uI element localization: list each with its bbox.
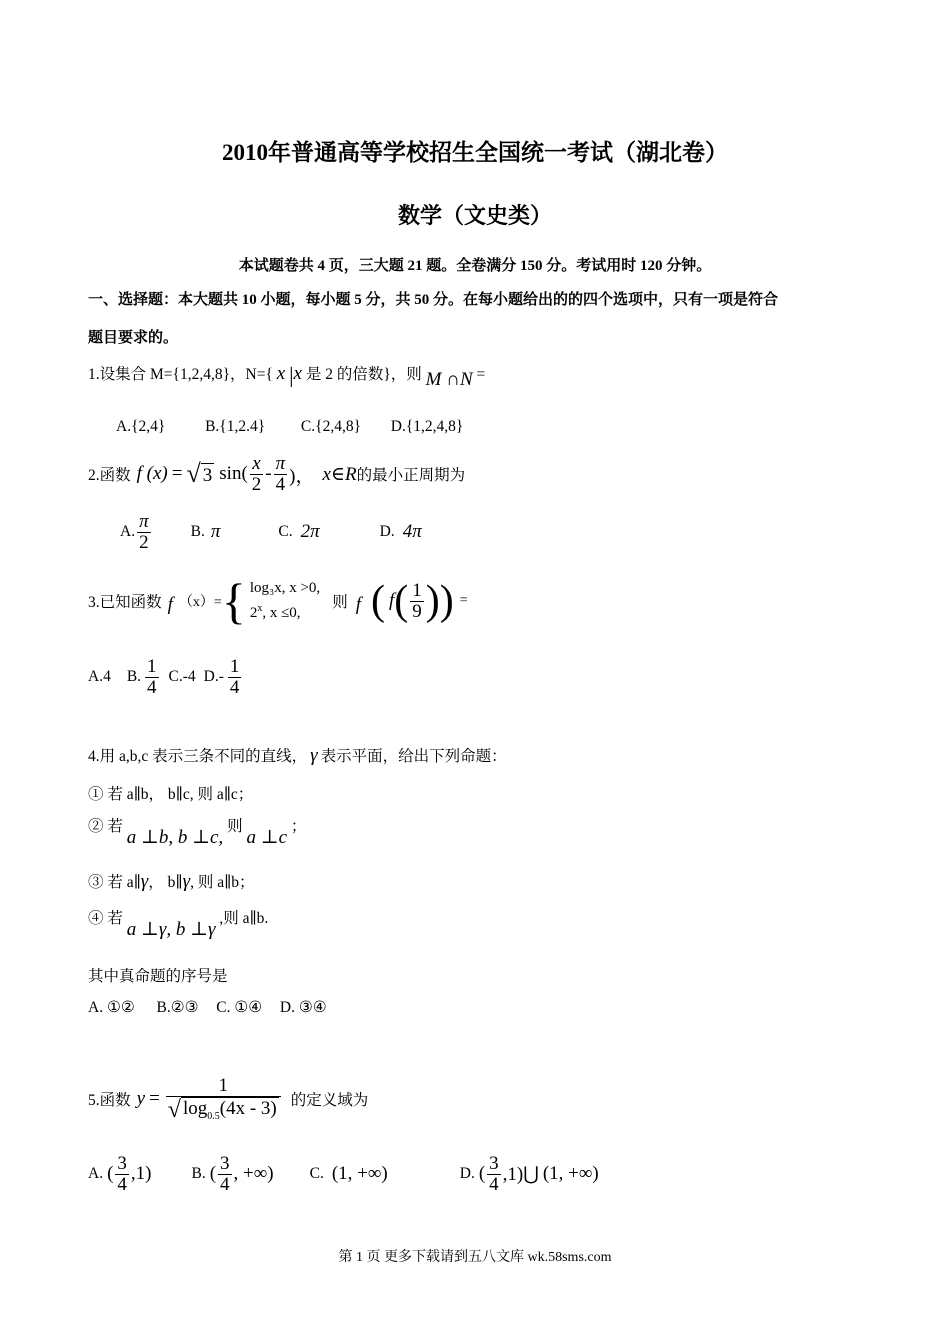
q1-bar: |: [289, 362, 294, 388]
q5-radicand: [181, 1097, 279, 1122]
q4-option-a: A. ①②: [88, 999, 135, 1016]
q2-option-d-label: D.: [379, 523, 395, 540]
q3-cases: [250, 576, 320, 626]
q2-option-b-label: B.: [190, 523, 205, 540]
q5-option-c-label: C.: [309, 1165, 324, 1182]
q5-option-b-label: B.: [191, 1165, 206, 1182]
q3-outer-rparen: ): [439, 578, 454, 624]
q3-option-d-den: 4: [229, 676, 240, 698]
q1-option-a: A.{2,4}: [116, 418, 166, 435]
q2-frac1-den: 2: [251, 473, 262, 495]
q3-case2: [250, 601, 320, 626]
q2-prefix: 2.函数: [88, 467, 131, 484]
q2-fx: f (x): [136, 463, 168, 484]
q4-p3-c: , 则 a∥b；: [190, 874, 255, 891]
q5-option-b-rest: , +∞): [233, 1163, 274, 1184]
q1-expr: M ∩N: [425, 369, 473, 390]
q2-minus: -: [265, 463, 272, 484]
q4-p2-concl: a ⊥c: [246, 827, 288, 848]
q1-option-b: B.{1,2.4}: [205, 418, 266, 435]
q3-prefix: 3.已知函数: [88, 594, 162, 611]
q5-frac-num: 1: [218, 1074, 229, 1096]
q5-options: [88, 1148, 599, 1200]
q1-x2: x: [293, 363, 302, 384]
q4-p2-prefix: ② 若: [88, 818, 123, 835]
q4-p4-then: ,则 a∥b.: [219, 910, 269, 927]
q2-option-a-num: π: [139, 510, 149, 532]
q3-option-b-frac: [145, 657, 159, 698]
q4-option-d: D. ③④: [279, 999, 327, 1016]
q4-p2-expr: a ⊥b, b ⊥c,: [126, 827, 224, 848]
q5-option-a-rest: ,1): [130, 1163, 152, 1184]
q1-mid: 是 2 的倍数}，则: [305, 366, 422, 383]
question-3: [88, 568, 468, 634]
q3-frac-1-9: [410, 581, 424, 622]
q2-option-b-value: π: [210, 521, 221, 542]
q2-frac-pi-4: [274, 454, 288, 495]
q3-frac-den: 9: [412, 600, 422, 622]
q5-fraction: [166, 1076, 281, 1122]
q5-option-b-num: 3: [220, 1152, 230, 1174]
q5-option-a-label: A.: [88, 1165, 104, 1182]
q3-case1: log₃x, x >0,: [249, 580, 321, 597]
q2-domain: x∈R: [322, 463, 357, 485]
q2-option-c-label: C.: [278, 523, 293, 540]
q4-options: [88, 998, 327, 1017]
section-heading-line1: 一、选择题：本大题共 10 小题，每小题 5 分，共 50 分。在每小题给出的的四个选项中，只有一项是符合: [88, 292, 779, 308]
exam-subtitle: 数学（文史类）: [397, 203, 552, 228]
q3-option-d-label: D.-: [203, 668, 224, 685]
q2-sqrt: √ 3: [186, 459, 213, 488]
q4-ask: 其中真命题的序号是: [88, 968, 228, 985]
q1-option-d: D.{1,2,4,8}: [390, 418, 464, 435]
q3-inner-rparen: ): [425, 578, 440, 624]
question-1: [88, 362, 485, 388]
q3-f-inner: f: [388, 590, 395, 611]
q4-p3-gamma1: γ: [140, 871, 149, 892]
q5-option-c-value: (1, +∞): [331, 1163, 388, 1184]
q3-case2-exp: x: [257, 603, 263, 614]
q2-options: [120, 508, 422, 556]
q3-option-b-num: 1: [147, 655, 157, 677]
q4-p3-a: ③ 若 a∥: [88, 874, 141, 891]
q5-option-d-label: D.: [459, 1165, 475, 1182]
q2-frac1-num: x: [252, 452, 261, 474]
section-heading-line2: 题目要求的。: [88, 330, 179, 346]
q5-option-a-frac: [115, 1154, 129, 1195]
q1-prefix: 1.设集合 M={1,2,4,8}，N={: [88, 366, 273, 383]
q5-suffix: 的定义域为: [290, 1092, 369, 1109]
q3-option-d-num: 1: [229, 655, 240, 677]
q4-option-c: C. ①④: [216, 999, 263, 1016]
q5-option-d-den: 4: [489, 1173, 499, 1195]
exam-title: 2010年普通高等学校招生全国统一考试（湖北卷）: [222, 140, 728, 165]
q5-log-arg: (4x - 3): [219, 1097, 277, 1119]
q3-option-c: C.-4: [168, 668, 196, 685]
q2-option-c-value: 2π: [300, 521, 320, 542]
q1-options: [116, 418, 463, 436]
q2-option-a-frac: [137, 512, 151, 553]
q2-option-a-den: 2: [139, 531, 149, 553]
q5-option-d-rest: (1, +∞): [542, 1163, 599, 1184]
q3-case2-rest: , x ≤0,: [262, 605, 301, 621]
q1-option-c: C.{2,4,8}: [300, 418, 362, 435]
q5-option-d-mid: ,1)⋃: [502, 1163, 539, 1185]
q4-proposition-4: [88, 906, 268, 942]
q4-proposition-1: ① 若 a∥b， b∥c, 则 a∥c；: [88, 786, 254, 803]
q3-then: 则: [332, 594, 348, 611]
q4-proposition-2: [88, 814, 306, 850]
question-5: [88, 1070, 368, 1128]
q3-option-d-frac: [228, 657, 242, 698]
q5-option-b-lparen: (: [209, 1163, 217, 1184]
q2-sin: sin(: [219, 463, 248, 484]
q2-sqrt-value: 3: [202, 465, 213, 486]
q4-p3-gamma2: γ: [182, 871, 191, 892]
q3-xpart: （x）=: [178, 595, 222, 610]
q4-stem-a: 4.用 a,b,c 表示三条不同的直线，: [88, 748, 308, 765]
q2-frac-x-2: [250, 454, 264, 495]
q2-eq: =: [171, 463, 183, 484]
q5-option-b-frac: [218, 1154, 232, 1195]
q4-proposition-3: [88, 870, 255, 893]
q5-prefix: 5.函数: [88, 1092, 131, 1109]
q5-option-d-frac: [487, 1154, 501, 1195]
q3-eq: =: [459, 593, 468, 608]
q5-frac-den: [166, 1096, 281, 1122]
q3-options: [88, 652, 243, 702]
q2-suffix: 的最小正周期为: [356, 467, 466, 484]
q2-option-d-value: 4π: [402, 521, 422, 542]
q5-option-a-lparen: (: [107, 1163, 114, 1184]
q3-case2-base: 2: [249, 605, 258, 621]
q5-log: log: [182, 1097, 208, 1119]
q2-frac2-den: 4: [275, 473, 286, 495]
q3-f: f: [167, 594, 173, 615]
q4-p4-prefix: ④ 若: [88, 910, 123, 927]
q3-inner-lparen: (: [394, 578, 409, 624]
q1-eq: =: [476, 366, 486, 383]
q5-option-d-lparen: (: [478, 1163, 486, 1184]
question-2: [88, 450, 465, 498]
q5-option-d-num: 3: [489, 1152, 499, 1174]
q4-p4-expr: a ⊥γ, b ⊥γ: [126, 919, 216, 940]
q2-close: )，: [289, 465, 315, 487]
q3-frac-num: 1: [412, 579, 422, 601]
q1-x1: x: [276, 363, 286, 384]
q5-eq: =: [149, 1088, 160, 1109]
q5-radical: √: [167, 1097, 181, 1124]
q3-option-b-label: B.: [126, 668, 142, 685]
q5-option-a-den: 4: [117, 1173, 127, 1195]
q3-outer-lparen: (: [370, 578, 385, 624]
q5-option-a-num: 3: [117, 1152, 127, 1174]
q5-y: y: [136, 1088, 146, 1109]
page-footer: 第 1 页 更多下载请到五八文库 wk.58sms.com: [338, 1250, 612, 1265]
q4-p2-then: 则: [227, 818, 243, 835]
q3-option-a: A.4: [88, 668, 111, 685]
question-4-stem: [88, 744, 507, 767]
q3-left-brace: {: [221, 573, 246, 629]
q3-option-b-den: 4: [147, 676, 157, 698]
q2-option-a-label: A.: [120, 523, 136, 540]
q5-option-b-den: 4: [220, 1173, 230, 1195]
q4-stem-b: 表示平面，给出下列命题：: [320, 748, 507, 765]
q2-frac2-num: π: [275, 452, 286, 474]
q3-f-outer: f: [355, 594, 361, 615]
q4-p3-b: ， b∥: [148, 874, 183, 891]
q4-p2-end: ；: [290, 818, 307, 835]
exam-intro: 本试题卷共 4 页，三大题 21 题。全卷满分 150 分。考试用时 120 分钟。: [238, 258, 712, 274]
q5-log-base: 0.5: [207, 1110, 220, 1122]
q4-gamma: γ: [310, 745, 318, 766]
q4-option-b: B.②③: [156, 999, 199, 1016]
